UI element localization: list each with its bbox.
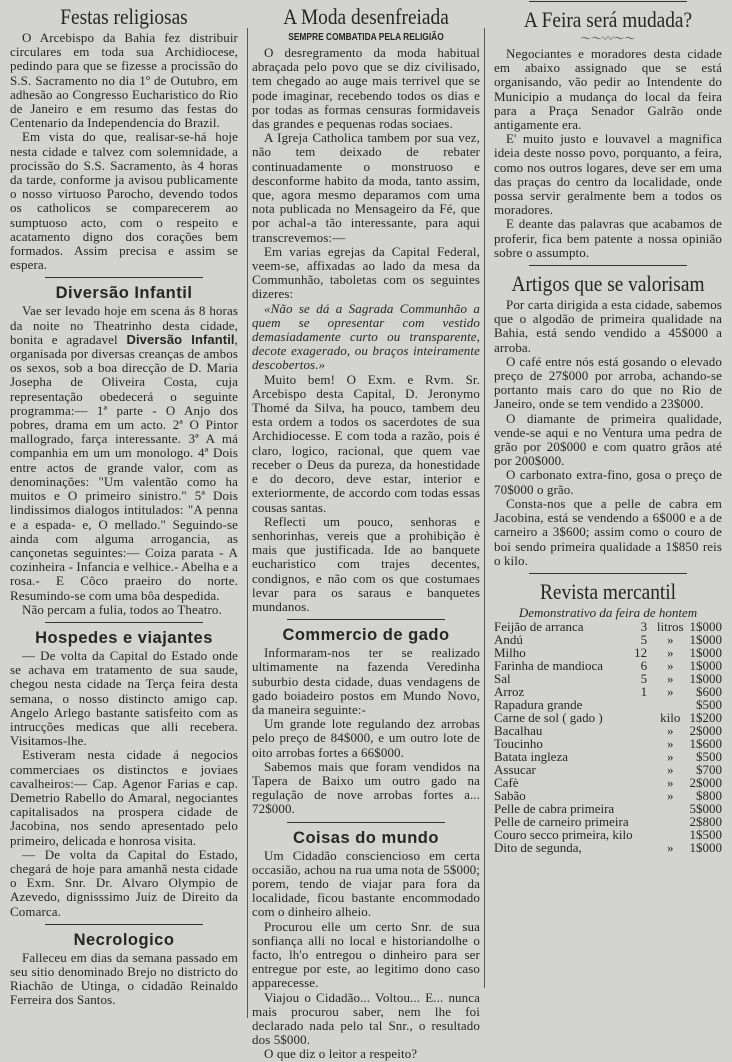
cell-qty: 5 xyxy=(640,631,648,647)
section-divider xyxy=(287,822,445,823)
cell-price: 1$000 xyxy=(689,657,722,673)
column-2 xyxy=(252,0,480,1062)
cell-qty: 6 xyxy=(640,657,648,673)
column-3 xyxy=(494,0,722,854)
cell-unit: » xyxy=(667,631,674,647)
article-coisas-do-mundo xyxy=(252,827,480,1062)
article-paragraph: Um Cidadão consciencioso em certa occasião, achou na rua uma nota de 5$000; porem, tendo de viajar para fora da localidade, ficou bastante encommodado com o dinheiro alheio. xyxy=(252,847,480,920)
cell-qty xyxy=(633,789,655,802)
article-paragraph: Reflecti um pouco, senhoras e senhorinhas, vereis que a prohibição è mais que justificada. Ide ao banquete eucharistico com trajes decentes, condignos, e não com os que costumaes levar para os saraus e banquetes mundanos. xyxy=(252,513,480,614)
article-title: Hospedes e viajantes xyxy=(35,628,213,647)
table-caption: Demonstrativo da feira de hontem xyxy=(518,604,698,620)
cell-price: $800 xyxy=(696,787,722,803)
section-divider xyxy=(529,573,687,574)
cell-unit: » xyxy=(667,761,674,777)
article-title: Revista mercantil xyxy=(539,578,677,604)
cell-unit: » xyxy=(667,657,674,673)
cell-qty xyxy=(633,724,655,737)
cell-unit: » xyxy=(667,735,674,751)
cell-unit: kilo xyxy=(660,709,681,725)
cell-price: 2$000 xyxy=(689,722,722,738)
table-row xyxy=(494,633,722,646)
cell-item: Sabão xyxy=(494,787,526,803)
price-table xyxy=(494,620,722,854)
article-paragraph: Não percam a fulia, todos ao Theatro. xyxy=(22,601,222,617)
table-row xyxy=(494,828,722,841)
table-row xyxy=(494,659,722,672)
table-row xyxy=(494,776,722,789)
cell-qty: 1 xyxy=(640,683,648,699)
section-divider xyxy=(45,277,203,278)
table-row xyxy=(494,789,722,802)
table-row xyxy=(494,620,722,633)
article-necrologico xyxy=(10,929,238,1008)
cell-price: 1$600 xyxy=(689,735,722,751)
table-row xyxy=(494,685,722,698)
article-title: Artigos que se valorisam xyxy=(511,271,705,297)
table-row xyxy=(494,698,722,711)
article-title: Festas religiosas xyxy=(60,4,188,29)
cell-item: Andú xyxy=(494,631,523,647)
article-title: Necrologico xyxy=(73,930,175,949)
table-row xyxy=(494,646,722,659)
cell-qty xyxy=(633,828,655,841)
article-paragraph xyxy=(10,304,238,602)
article-paragraph: — De volta da Capital do Estado onde se achava em tratamento de sua saude, chegou nesta cidade na Terça feira desta semana, o nosso distincto amigo cap. Angelo Arlego bastante satisfeito com as intrucções medicas que alli recebera. Visitamos-lhe. xyxy=(10,647,238,749)
cell-unit xyxy=(655,828,685,841)
section-divider xyxy=(529,265,687,266)
cell-item: Couro secco primeira, kilo xyxy=(494,826,633,842)
cell-item: Farinha de mandioca xyxy=(494,657,604,673)
cell-qty xyxy=(633,750,655,763)
table-row xyxy=(494,763,722,776)
article-paragraph: Em vista do que, realisar-se-há hoje nesta cidade e talvez com solemnidade, a procissão do S.S. Sacramento, às 4 horas da tarde, conforme ja avisou publicamente o nosso virtuoso Parocho, devendo todos os catholicos se comparecerem ao sumptuoso acto, com o respeito e acatamento digno dos corações bem formados. Assim precisa e assim se espera. xyxy=(10,129,238,273)
cell-qty: 5 xyxy=(640,670,648,686)
cell-qty xyxy=(633,841,655,854)
cell-price: $500 xyxy=(696,748,722,764)
article-title: A Moda desenfreiada xyxy=(283,4,449,29)
article-paragraph: A Igreja Catholica tambem por sua vez, não tem deixado de rebater continuadamente o monstruoso e desconforme habito da moda, tanto assim, que, agora mesmo deparamos com uma nota publicada no Mensageiro da Fé, que por achal-a tão interessante, para aqui transcrevemos:— xyxy=(252,130,480,245)
column-1 xyxy=(10,0,238,1008)
article-paragraph: O desregramento da moda habitual abraçada pelo povo que se diz civilisado, tem chegado ao auge mais terrivel que se pode imaginar, recebendo todos os dias e por todas as formas censuras formidaveis das grandes e pequenas rodas sociaes. xyxy=(252,45,480,132)
table-row xyxy=(494,672,722,685)
article-paragraph: O Arcebispo da Bahia fez distribuir circulares em toda sua Archidiocese, pedindo para que se fizesse a procissão do S.S. Sacramento no dia 1º de Outubro, em adhesão ao Congresso Eucharistico do Rio de Janeiro e em resumo das festas do Centenario da Independencia do Brazil. xyxy=(10,30,238,131)
article-paragraph: Muito bem! O Exm. e Rvm. Sr. Arcebispo desta Capital, D. Jeronymo Thomé da Silva, ha pouco, tambem deu esta ordem a todos os sacerdotes de sua Archidiocesse. E com toda a razão, pois é claro, logico, racional, que quem vae receber o Deus da pureza, da honestidade e do decoro, deve estar, interior e exteriormente, de accordo com todas essas cousas santas. xyxy=(252,371,480,515)
cell-item: Toucinho xyxy=(494,735,543,751)
cell-qty: 3 xyxy=(640,618,648,634)
article-hospedes-viajantes xyxy=(10,627,238,919)
cell-item: Bacalhau xyxy=(494,722,543,738)
table-row xyxy=(494,711,722,724)
article-title: A Feira será mudada? xyxy=(523,7,693,32)
cell-qty: 12 xyxy=(634,644,648,660)
article-paragraph: Falleceu em dias da semana passado em seu sitio denominado Brejo no districto do Riachão de Utinga, o cidadão Reinaldo Ferreira dos Santos. xyxy=(10,949,238,1008)
table-row xyxy=(494,815,722,828)
article-paragraph: Procurou elle um certo Snr. de sua sonfiança alli no local e historiandolhe o facto, lh'o entregou o dinheiro para ser entregue por este, ao legitimo dono caso apparecesse. xyxy=(252,918,480,991)
table-row xyxy=(494,841,722,854)
cell-unit xyxy=(655,698,685,711)
article-paragraph: Negociantes e moradores desta cidade em abaixo assignado que se está organisando, vão pedir ao Intendente do Municipio a mudança do local da feira para a Praça Senador Galrão onde antigamente era. xyxy=(494,46,722,133)
cell-qty xyxy=(633,763,655,776)
article-quote: «Não se dá a Sagrada Communhão a quem se opresentar com vestido demasiadamente curto ou transparente, decote exagerado, ou braços inteiramente descobertos.» xyxy=(252,300,480,373)
section-divider xyxy=(287,619,445,620)
cell-qty xyxy=(633,711,655,724)
cell-item: Arroz xyxy=(494,683,525,699)
cell-unit: » xyxy=(667,839,674,855)
article-title: Diversão Infantil xyxy=(55,284,193,303)
cell-unit: » xyxy=(667,774,674,790)
cell-price: 5$000 xyxy=(689,800,722,816)
cell-unit: » xyxy=(667,683,674,699)
article-revista-mercantil xyxy=(494,578,722,854)
article-paragraph: O diamante de primeira qualidade, vende-se aqui e no Ventura uma pedra de grão por 20$000 e com quatro grãos até por 200$000. xyxy=(494,410,722,469)
column-rule xyxy=(484,28,485,988)
article-paragraph: Viajou o Cidadão... Voltou... E... nunca mais procurou saber, nem lhe foi declarado nada pelo tal Snr., o resultado dos 5$000. xyxy=(252,989,480,1048)
section-divider xyxy=(45,622,203,623)
cell-unit: » xyxy=(667,644,674,660)
article-title: Commercio de gado xyxy=(282,626,450,645)
article-paragraph: Consta-nos que a pelle de cabra em Jacobina, está se vendendo a 6$000 e a de carneiro a 3$600; assim como o couro de boi sendo primeira qualidade a 1$850 reis o kilo. xyxy=(494,495,722,568)
cell-item: Feijão de arranca xyxy=(494,618,584,634)
cell-price: 1$000 xyxy=(689,644,722,660)
article-festas-religiosas xyxy=(10,0,238,272)
article-commercio-gado xyxy=(252,624,480,816)
table-row xyxy=(494,750,722,763)
cell-price: 2$000 xyxy=(689,774,722,790)
article-diversao-infantil xyxy=(10,282,238,616)
cell-item: Rapadura grande xyxy=(494,696,583,712)
cell-price: 1$500 xyxy=(689,826,722,842)
column-rule xyxy=(247,28,248,1018)
article-paragraph: Por carta dirigida a esta cidade, sabemos que o algodão de primeira qualidade na Bahia, está sendo vendido a 45$000 a arroba. xyxy=(494,297,722,355)
cell-item: Cafè xyxy=(494,774,519,790)
cell-price: 1$000 xyxy=(689,670,722,686)
cell-qty xyxy=(633,802,655,815)
article-paragraph: E' muito justo e louvavel a magnifica ideia deste nosso povo, porquanto, a feira, como nos outros logares, deve ser em uma das praças do centro da localidade, onde possa servir geralmente bem a todos os moradores. xyxy=(494,131,722,218)
cell-item: Dito de segunda, xyxy=(494,839,582,855)
cell-item: Sal xyxy=(494,670,511,686)
cell-unit: » xyxy=(667,748,674,764)
cell-price: $500 xyxy=(696,696,722,712)
cell-qty xyxy=(633,737,655,750)
cell-price: $600 xyxy=(696,683,722,699)
cell-price: 1$000 xyxy=(689,618,722,634)
cell-item: Pelle de carneiro primeira xyxy=(494,813,629,829)
table-row xyxy=(494,724,722,737)
article-moda-desenfreiada xyxy=(252,0,480,614)
article-paragraph: Estiveram nesta cidade á negocios commerciaes os distinctos e joviaes cavalheiros:— Cap. Agenor Farias e cap. Demetrio Rabello do Amaral, negociantes capitalisados na prospera cidade de Jacobina, nos sendo apresentado pelo primeiro, delicada e honrosa visita. xyxy=(10,747,238,848)
article-paragraph: Informaram-nos ter se realizado ultimamente na fazenda Veredinha suburbio desta cidade, duas vendagens de gado boiadeiro postos em Mundo Novo, da maneira seguinte:- xyxy=(252,645,480,717)
cell-price: 2$800 xyxy=(689,813,722,829)
cell-unit: » xyxy=(667,722,674,738)
table-row xyxy=(494,737,722,750)
cell-unit: » xyxy=(667,787,674,803)
article-paragraph: Em varias egrejas da Capital Federal, veem-se, affixadas ao lado da mesa da Communhão, taboletas com os seguintes dizeres: xyxy=(252,243,480,302)
cell-unit xyxy=(655,802,685,815)
cell-unit: litros xyxy=(656,618,684,634)
cell-item: Milho xyxy=(494,644,526,660)
article-feira-mudada xyxy=(494,6,722,260)
cell-qty xyxy=(633,776,655,789)
section-divider xyxy=(529,1,687,2)
text: , organisada por diversas creanças de ambos os sexos, sob a boa direcção de D. Maria Josepha de Oliveira Costa, cuja representação obedecerá o seguinte programma:— 1ª parte - O Anjo dos pobres, drama em um acto. 2ª O Pintor mallogrado, farça interessante. 3ª A má companhia em um um monologo. 4ª Dois entre actos de grande valor, com as denominações: "Um valentão como ha muitos e O primeiro sinistro." 5ª Dois lindissimos dialogos intitulados: "A penna e a espada- e, O mellado." Seguindo-se ainda com alguma arrogancia, as cançonetas seguintes:— Coiza parata - A cozinheira - Infancia e velhice.- Abelha e a rosa.- E Côco praeiro do norte. Resumindo-se com uma bôa despedida. xyxy=(10,331,239,603)
bold-text: Diversão Infantil xyxy=(126,331,235,347)
cell-qty xyxy=(633,698,655,711)
cell-price: 1$000 xyxy=(689,839,722,855)
cell-item: Pelle de cabra primeira xyxy=(494,800,615,816)
flourish-ornament: 〜〜〰〜〜 xyxy=(580,33,636,45)
section-divider xyxy=(45,924,203,925)
cell-item: Batata ingleza xyxy=(494,748,568,764)
cell-price: 1$000 xyxy=(689,631,722,647)
article-paragraph: — De volta da Capital do Estado, chegará de hoje para amanhã nesta cidade o Exm. Snr. Dr. Alvaro Olympio de Azevedo, dignisssimo Juiz de Direito da Comarca. xyxy=(10,846,238,919)
cell-price: $700 xyxy=(696,761,722,777)
article-paragraph: O que diz o leitor a respeito? xyxy=(264,1046,418,1062)
article-title: Coisas do mundo xyxy=(293,828,439,847)
article-paragraph: O carbonato extra-fino, gosa o preço de 70$000 o grão. xyxy=(494,467,722,497)
article-paragraph: E deante das palavras que acabamos de proferir, fica bem patente a nossa opinião sobre o assumpto. xyxy=(494,216,722,260)
cell-unit xyxy=(655,815,685,828)
table-row xyxy=(494,802,722,815)
article-subtitle: SEMPRE COMBATIDA PELA RELIGIÃO xyxy=(288,31,444,43)
article-paragraph: Sabemos mais que foram vendidos na Tapera de Baixo um outro gado na regulação de nove arrobas fortes a... 72$000. xyxy=(252,758,480,817)
cell-qty xyxy=(633,815,655,828)
cell-item: Assucar xyxy=(494,761,536,777)
text: Vae ser levado hoje em scena ás 8 horas da noite no Theatrinho desta cidade, bonita e agradavel xyxy=(10,303,238,347)
cell-item: Carne de sol ( gado ) xyxy=(494,709,603,725)
article-artigos-valorisam xyxy=(494,270,722,568)
cell-price: 1$200 xyxy=(689,709,722,725)
article-paragraph: O café entre nós está gosando o elevado preço de 27$000 por arroba, achando-se portanto mais caro do que no Rio de Janeiro, onde se tem vendido a 23$000. xyxy=(494,353,722,412)
article-paragraph: Um grande lote regulando dez arrobas pelo preço de 84$000, e um outro lote de oito arrobas fortes a 66$000. xyxy=(252,716,480,760)
cell-unit: » xyxy=(667,670,674,686)
